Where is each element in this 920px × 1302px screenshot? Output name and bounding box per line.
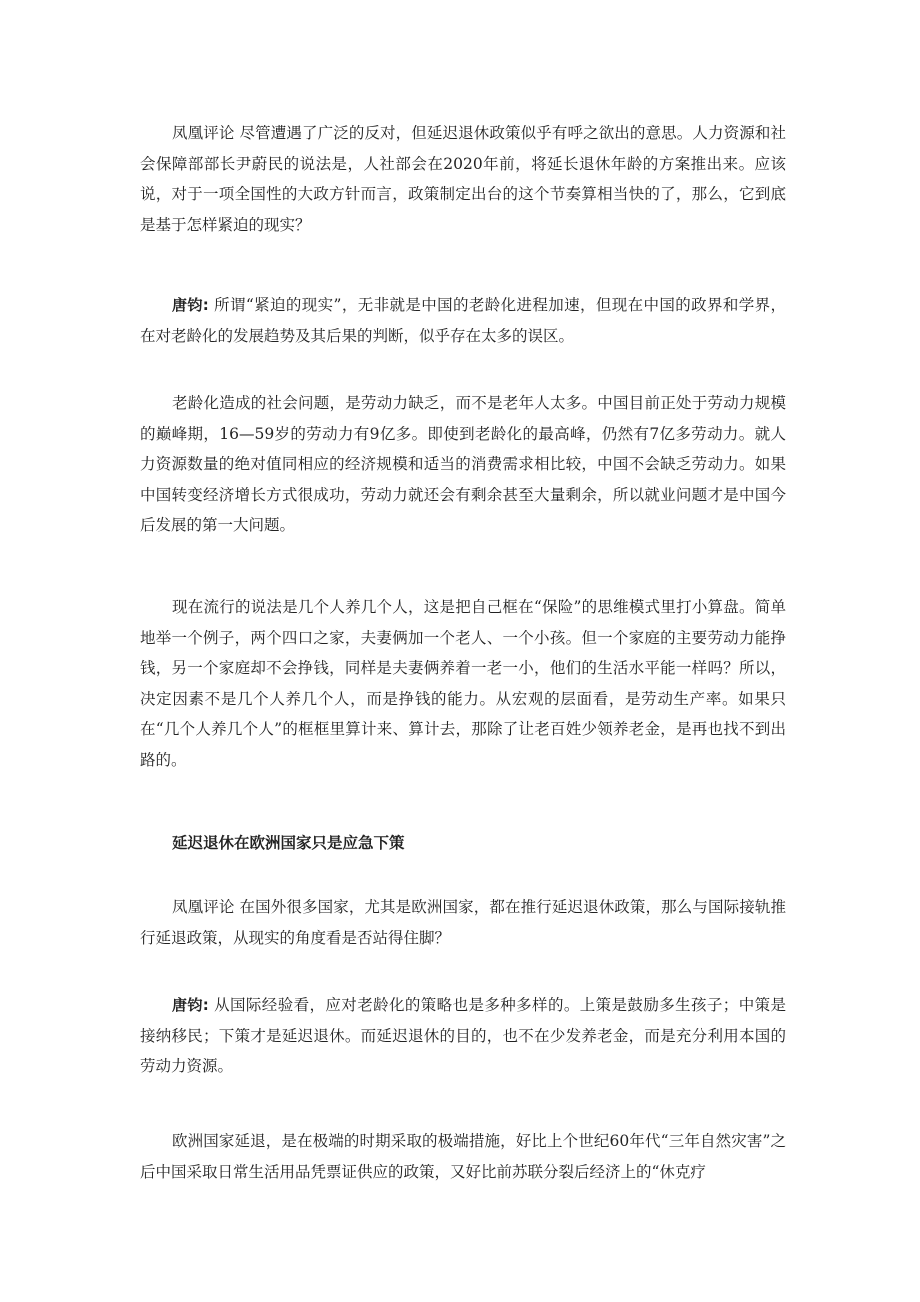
paragraph-text: 欧洲国家延退，是在极端的时期采取的极端措施，好比上个世纪60年代“三年自然灾害”之后中国采取日常生活用品凭票证供应的政策，又好比前苏联分裂后经济上的“休克疗	[140, 1132, 786, 1181]
speaker-label: 凤凰评论	[172, 898, 235, 916]
speaker-label: 唐钧:	[172, 996, 209, 1014]
paragraph-text: 在国外很多国家，尤其是欧洲国家，都在推行延迟退休政策，那么与国际接轨推行延退政策，从现实的角度看是否站得住脚？	[140, 898, 786, 947]
section-heading: 延迟退休在欧洲国家只是应急下策	[172, 834, 405, 852]
paragraph-text: 从国际经验看，应对老龄化的策略也是多种多样的。上策是鼓励多生孩子；中策是接纳移民；下策才是延迟退休。而延迟退休的目的，也不在少发养老金，而是充分利用本国的劳动力资源。	[140, 996, 786, 1075]
paragraph-interview-question-2	[140, 892, 786, 953]
speaker-label: 凤凰评论	[172, 124, 235, 142]
paragraph-text: 尽管遭遇了广泛的反对，但延迟退休政策似乎有呼之欲出的意思。人力资源和社会保障部部长尹蔚民的说法是，人社部会在2020年前，将延长退休年龄的方案推出来。应该说，对于一项全国性的大政方针而言，政策制定出台的这个节奏算相当快的了，那么，它到底是基于怎样紧迫的现实？	[140, 124, 786, 234]
paragraph-interview-question-1	[140, 118, 786, 240]
paragraph-body	[140, 592, 786, 775]
speaker-label: 唐钧:	[172, 296, 209, 314]
paragraph-interview-answer-2	[140, 990, 786, 1082]
paragraph-interview-answer-1	[140, 290, 786, 351]
paragraph-text: 现在流行的说法是几个人养几个人，这是把自己框在“保险”的思维模式里打小算盘。简单地举一个例子，两个四口之家，夫妻俩加一个老人、一个小孩。但一个家庭的主要劳动力能挣钱，另一个家庭却不会挣钱，同样是夫妻俩养着一老一小，他们的生活水平能一样吗？所以，决定因素不是几个人养几个人，而是挣钱的能力。从宏观的层面看，是劳动生产率。如果只在“几个人养几个人”的框框里算计来、算计去，那除了让老百姓少领养老金，是再也找不到出路的。	[140, 598, 786, 769]
paragraph-text: 所谓“紧迫的现实”，无非就是中国的老龄化进程加速，但现在中国的政界和学界，在对老龄化的发展趋势及其后果的判断，似乎存在太多的误区。	[140, 296, 787, 345]
paragraph-body	[140, 1126, 786, 1187]
paragraph-text: 老龄化造成的社会问题，是劳动力缺乏，而不是老年人太多。中国目前正处于劳动力规模的巅峰期，16—59岁的劳动力有9亿多。即使到老龄化的最高峰，仍然有7亿多劳动力。就人力资源数量的绝对值同相应的经济规模和适当的消费需求相比较，中国不会缺乏劳动力。如果中国转变经济增长方式很成功，劳动力就还会有剩余甚至大量剩余，所以就业问题才是中国今后发展的第一大问题。	[140, 394, 786, 534]
paragraph-body	[140, 388, 786, 541]
